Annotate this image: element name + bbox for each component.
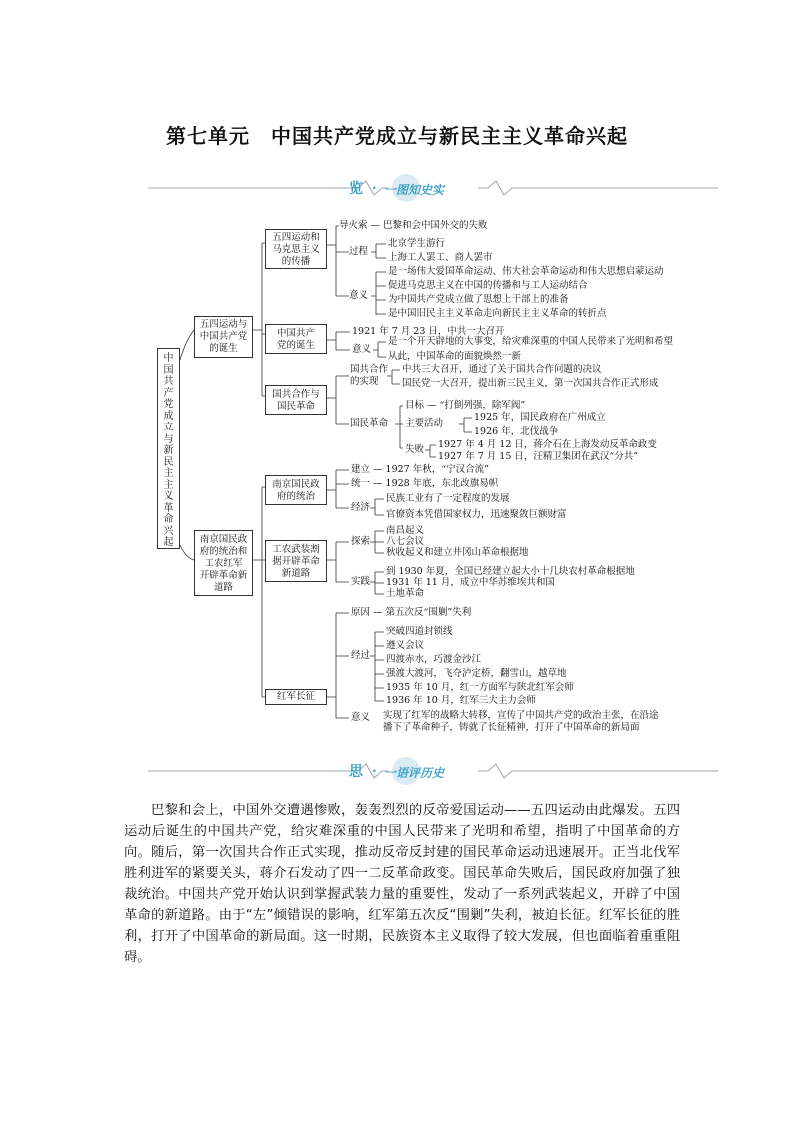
summary-paragraph: 巴黎和会上，中国外交遭遇惨败，轰轰烈烈的反帝爱国运动——五四运动由此爆发。五四运动后诞生的中国共产党，给灾难深重的中国人民带来了光明和希望，指明了中国革命的方向。随后，第一次国共合作正式实现，推动反帝反封建的国民革命运动迅速展开。正当北伐军胜利进军的紧要关头，蒋介石发动了四一二反革命政变。国民革命失败后，国民政府加强了独裁统治。中国共产党开始认识到掌握武装力量的重要性，发动了一系列武装起义，开辟了中国革命的新道路。由于“左”倾错误的影响，红军第五次反“围剿”失利，被迫长征。红军长征的胜利，打开了中国革命的新局面。这一时期，民族资本主义取得了较大发展，但也面临着重重阻碍。	[124, 803, 680, 965]
leaf-process-1: 北京学生游行	[388, 238, 446, 249]
leaf-significance-2: 促进马克思主义在中国的传播和与工人运动结合	[388, 280, 588, 291]
leaf-activity-2: 1926 年，北伐战争	[474, 426, 559, 437]
node-nanjing-rule: 南京国民政 府的统治	[265, 475, 327, 505]
node-nanjing-and-red-army: 南京国民政 府的统治和 工农红军 开辟革命新 道路	[194, 530, 253, 596]
node-long-march: 红军长征	[265, 689, 327, 705]
root-char: 兴	[163, 525, 174, 537]
leaf-cause: 原因 — 第五次反“围剿”失利	[351, 607, 472, 618]
node-kmt-cpc-cooperation: 国共合作与 国民革命	[265, 385, 327, 415]
root-char: 立	[163, 422, 174, 433]
leaf-explore-2: 八七会议	[386, 536, 425, 547]
leaf-process-2: 上海工人罢工、商人罢市	[388, 252, 493, 263]
leaf-process: 过程	[349, 246, 369, 257]
root-char: 义	[163, 491, 174, 502]
leaf-practice-2: 1931 年 11 月，成立中华苏维埃共和国	[386, 577, 555, 588]
leaf-goal: 目标 — “打倒列强，除军阀”	[405, 400, 526, 411]
leaf-course-5: 1935 年 10 月，红一方面军与陕北红军会师	[386, 682, 574, 693]
leaf-founding-significance: 意义	[352, 344, 372, 355]
leaf-unify: 统一 — 1928 年底，东北改旗易帜	[351, 478, 499, 489]
root-char: 国	[163, 364, 174, 376]
leaf-significance: 意义	[349, 290, 369, 301]
leaf-establish: 建立 — 1927 年秋，“宁汉合流”	[351, 464, 489, 475]
leaf-march-sig-1: 实现了红军的战略大转移，宣传了中国共产党的政治主张，在沿途	[383, 710, 659, 721]
root-char: 革	[163, 502, 174, 514]
leaf-cooperation-1: 中共三大召开，通过了关于国共合作问题的决议	[402, 364, 602, 375]
root-char: 产	[163, 387, 174, 399]
leaf-trigger: 导火索 — 巴黎和会中国外交的失败	[339, 220, 488, 231]
root-char: 中	[163, 353, 174, 364]
leaf-economy-1: 民族工业有了一定程度的发展	[386, 493, 510, 504]
leaf-failure-2: 1927 年 7 月 15 日，汪精卫集团在武汉“分共”	[438, 451, 639, 462]
leaf-course-6: 1936 年 10 月，红军三大主力会师	[386, 695, 536, 706]
leaf-practice-3: 土地革命	[386, 588, 425, 599]
leaf-significance-4: 是中国旧民主主义革命走向新民主主义革命的转折点	[388, 308, 607, 319]
leaf-cooperation: 国共合作	[350, 364, 389, 375]
banner-1-dot: ·	[372, 181, 377, 195]
root-char: 主	[163, 479, 174, 491]
leaf-course-2: 遵义会议	[386, 640, 425, 651]
leaf-national-revolution: 国民革命	[350, 418, 389, 429]
leaf-course-3: 四渡赤水，巧渡金沙江	[386, 654, 482, 665]
leaf-economy: 经济	[351, 502, 371, 513]
leaf-cooperation-2: 国民党一大召开，提出新三民主义，第一次国共合作正式形成	[402, 378, 659, 389]
banner-1-char: 览	[349, 181, 363, 197]
root-char: 命	[163, 514, 174, 525]
leaf-significance-1: 是一场伟大爱国革命运动、伟大社会革命运动和伟大思想启蒙运动	[388, 266, 664, 277]
leaf-economy-2: 官僚资本凭借国家权力，迅速聚敛巨额财富	[386, 509, 567, 520]
page-title: 第七单元 中国共产党成立与新民主主义革命兴起	[166, 124, 628, 148]
root-char: 与	[163, 433, 174, 445]
root-char: 成	[163, 410, 174, 422]
leaf-practice: 实践	[351, 576, 371, 587]
root-char: 新	[163, 445, 174, 456]
root-char: 主	[163, 468, 174, 479]
node-wusi-and-party: 五四运动与 中国共产党 的诞生	[194, 316, 253, 358]
leaf-practice-1: 到 1930 年夏，全国已经建立起大小十几块农村革命根据地	[386, 566, 635, 577]
node-wusi-marxism: 五四运动和 马克思主义 的传播	[265, 229, 327, 269]
leaf-first-congress: 1921 年 7 月 23 日，中共一大召开	[352, 326, 505, 337]
leaf-course: 经过	[351, 650, 371, 661]
leaf-significance-3: 为中国共产党成立做了思想上干部上的准备	[388, 294, 569, 305]
leaf-main-activities: 主要活动	[405, 418, 444, 429]
banner-1-text: 一图知史实	[384, 183, 445, 197]
leaf-founding-sig-1: 是一个开天辟地的大事变，给灾难深重的中国人民带来了光明和希望	[388, 336, 674, 347]
leaf-failure-1: 1927 年 4 月 12 日，蒋介石在上海发动反革命政变	[438, 439, 657, 450]
root-char: 党	[163, 399, 174, 410]
leaf-failure: 失败	[405, 444, 425, 455]
leaf-march-significance: 意义	[351, 712, 371, 723]
root-node	[157, 348, 180, 549]
banner-2-dot: ·	[372, 764, 377, 778]
leaf-explore: 探索	[351, 536, 371, 547]
leaf-march-sig-2: 播下了革命种子，铸就了长征精神，打开了中国革命的新局面	[383, 722, 640, 733]
root-char: 共	[163, 376, 174, 387]
leaf-course-1: 突破四道封锁线	[386, 626, 453, 637]
leaf-activity-1: 1925 年，国民政府在广州成立	[474, 412, 606, 423]
leaf-explore-3: 秋收起义和建立井冈山革命根据地	[386, 547, 529, 558]
node-armed-base-areas: 工农武装割 据开辟革命 新道路	[265, 540, 327, 582]
leaf-cooperation-b: 的实现	[350, 376, 379, 387]
leaf-founding-sig-2: 从此，中国革命的面貌焕然一新	[388, 351, 522, 362]
root-char: 起	[163, 537, 174, 548]
banner-2-char: 思	[349, 764, 363, 780]
node-party-founding: 中国共产 党的诞生	[265, 324, 327, 354]
leaf-explore-1: 南昌起义	[386, 525, 425, 536]
root-char: 民	[163, 456, 174, 468]
banner-2-text: 一语评历史	[384, 766, 445, 780]
leaf-course-4: 强渡大渡河，飞夺泸定桥，翻雪山，越草地	[386, 668, 567, 679]
